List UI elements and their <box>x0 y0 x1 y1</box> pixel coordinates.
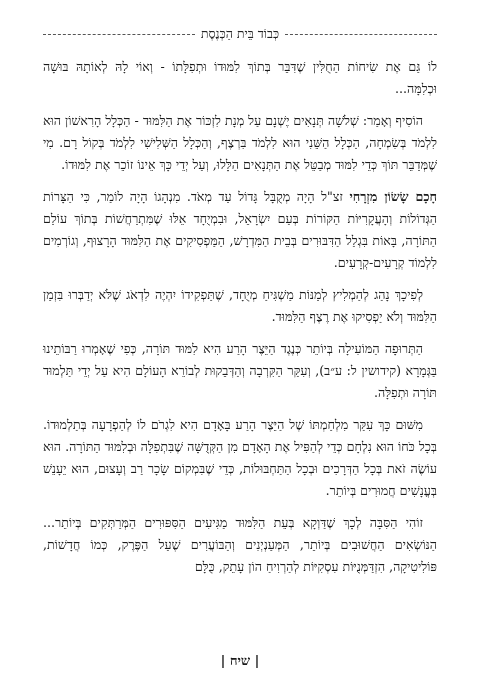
paragraph-text: זצ"ל הָיָה מְקֻבָּל גָּדוֹל עַד מְאֹד. מִנְהָגוֹ הָיָה לוֹמַר, כִּי הַצָּרוֹת הַגְּדוֹלוֹת וְהָעֲקָרִיּוֹת הַקּוֹרוֹת בְּעַם יִשְׂרָאֵל, וּבִמְיֻחָד אֵלּוּ שֶׁמִּתְרַחֲשׁוֹת בְּתוֹךְ עוֹלַם הַתּוֹרָה, בָּאוֹת בִּגְלַל הַדִּבּוּרִים בְּבֵית הַמִּדְרָשׁ, הַמַּפְסִיקִים אֶת הַלִּמּוּד הָרָצוּף, וְגוֹרְמִים לִלְמוֹד קְרָעִים-קְרָעִים. <box>43 189 437 270</box>
running-header <box>43 26 437 42</box>
header-rule-right <box>285 34 437 35</box>
paragraph-6 <box>43 414 437 502</box>
paragraph-1 <box>43 56 437 100</box>
paragraph-3 <box>43 186 437 274</box>
header-rule-left <box>43 34 195 35</box>
page-number: | שיח | <box>220 654 260 669</box>
paragraph-text: הוֹסִיף וְאָמַר: שְׁלֹשָׁה תְּנָאִים יֶשְׁנָם עַל מְנָת לִזְכּוֹר אֶת הַלִּמּוּד - הַכְּלָל הָרִאשׁוֹן הוּא לִלְמֹד בְּשִׂמְחָה, הַכְּלָל הַשֵּׁנִי הוּא לִלְמֹד בִּרְצֶף, וְהַכְּלָל הַשְּׁלִישִׁי לִלְמֹד בְּקוֹל רָם. מִי שֶׁמְּדַבֵּר תּוֹךְ כְּדֵי לִמּוּד מְבַטֵּל אֶת הַתְּנָאִים הַלָּלוּ, וְעַל יְדֵי כָּךְ אֵינוֹ זוֹכֵר אֶת לִמּוּדוֹ. <box>43 113 437 172</box>
paragraph-4 <box>43 284 437 328</box>
paragraph-text: לְפִיכָךְ נָהַג לְהַמְלִיץ לְמַנּוֹת מַשְׁגִּיחַ מְיֻחָד, שֶׁתַּפְקִידוֹ יִהְיֶה לִדְאֹג שֶׁלֹּא יְדַבְּרוּ בִּזְמַן הַלִּמּוּד וְלֹא יַפְסִיקוּ אֶת רֶצֶף הַלִּמּוּד. <box>43 287 437 324</box>
paragraph-2 <box>43 110 437 176</box>
header-title: כְּבוֹד בֵּית הַכְּנֶסֶת <box>200 26 280 41</box>
paragraph-7 <box>43 512 437 578</box>
paragraph-lead-name: חָכָם שָׂשׂוֹן מִזְרָחִי <box>349 189 437 204</box>
paragraph-text: לוֹ גַּם אֶת שִׂיחוֹת הַחֻלִּין שֶׁדִּבֵּר בְּתוֹךְ לִמּוּדוֹ וּתְפִלָּתוֹ - וְאוֹי לָהּ לְאוֹתָהּ בּוּשָׁה וּכְלִמָּה... <box>43 59 437 96</box>
paragraph-text: מִשּׁוּם כָּךְ עִקַּר מִלְחַמְתּוֹ שֶׁל הַיֵּצֶר הָרַע בָּאָדָם הִיא לִגְרֹם לוֹ לְהַפְרָעָה בְּתַלְמוּדוֹ. בְּכָל כֹּחוֹ הוּא נִלְחָם כְּדֵי לְהַפִּיל אֶת הָאָדָם מִן הַקְּדֻשָּׁה שֶׁבִּתְפִלָּה וּבְלִמּוּד הַתּוֹרָה. הוּא עוֹשֶׂה זֹאת בְּכָל הַדְּרָכִים וּבְכָל הַתַּחְבּוּלוֹת, כְּדֵי שֶׁבִּמְקוֹם שָׂכָר רַב וְעָצוּם, הוּא יֵעָנֵשׁ בְּעֳנָשִׁים חֲמוּרִים בְּיוֹתֵר. <box>43 417 437 498</box>
paragraph-5 <box>43 338 437 404</box>
paragraph-text: הַתְּרוּפָה הַמּוֹעִילָה בְּיוֹתֵר כְּנֶגֶד הַיֵּצֶר הָרַע הִיא לִמּוּד תּוֹרָה, כְּפִי שֶׁאָמְרוּ רַבּוֹתֵינוּ בַּגְּמָרָא (קידושין ל: ע״ב), וְעִקַּר הַקִּרְבָה וְהַדְּבֵקוּת לְבוֹרֵא הָעוֹלָם הִיא עַל יְדֵי תַּלְמוּד תּוֹרָה וּתְפִלָּה. <box>43 341 437 400</box>
article-body <box>43 56 437 578</box>
paragraph-text: זוֹהִי הַסִּבָּה לְכָךְ שֶׁדַּוְקָא בְּעֵת הַלִּמּוּד מַגִּיעִים הַסִּפּוּרִים הַמְּרַתְּקִים בְּיוֹתֵר... הַנּוֹשְׂאִים הַחֲשׁוּבִים בְּיוֹתֵר, הַמְּעַנְיְנִים וְהַבּוֹעֲרִים שֶׁעַל הַפֶּרֶק, כְּמוֹ חֲדָשׁוֹת, פּוֹלִיטִיקָה, הִזְדַּמְּנֻיּוֹת עִסְקִיּוֹת לְהַרְוִיחַ הוֹן עָתֵק, כֻּלָּם <box>43 515 437 574</box>
